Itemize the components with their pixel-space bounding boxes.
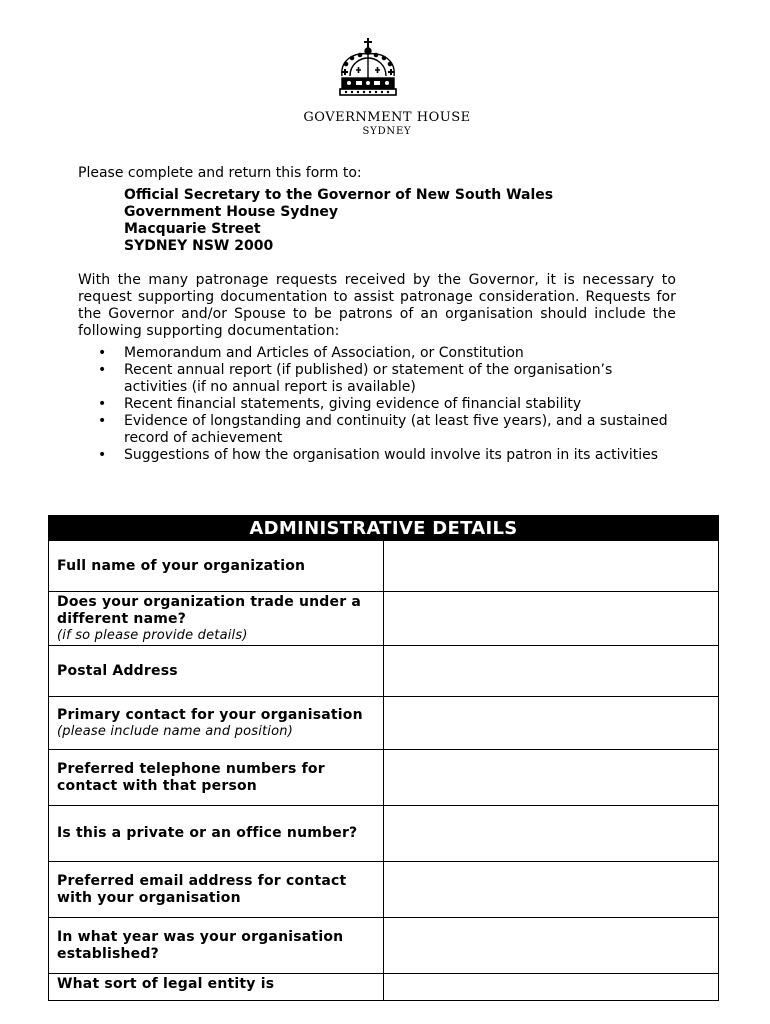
field-label [49, 974, 384, 1001]
field-note: (please include name and position) [57, 724, 293, 739]
org-name: GOVERNMENT HOUSE [303, 110, 471, 125]
list-item [96, 413, 676, 447]
field-value-cell[interactable] [384, 592, 719, 646]
list-item-text: Recent financial statements, giving evidence of financial stability [124, 396, 582, 412]
field-label-text: What sort of legal entity is [57, 976, 275, 992]
royal-crown-icon [334, 36, 402, 102]
table-title: ADMINISTRATIVE DETAILS [49, 516, 719, 541]
field-label-text: Full name of your organization [57, 557, 306, 574]
field-value-cell[interactable] [384, 974, 719, 1001]
field-label-text: In what year was your organisation established? [57, 928, 344, 962]
address-line: SYDNEY NSW 2000 [124, 238, 274, 254]
field-label [49, 862, 384, 918]
list-item [96, 396, 676, 413]
requirements-paragraph: With the many patronage requests received by the Governor, it is necessary to request supporting documentation to assist patronage consideration. Requests for the Governor and/or Spouse to be patrons of an organisation should include the following supporting documentation: [78, 272, 676, 339]
field-label [49, 646, 384, 697]
field-value-cell[interactable] [384, 697, 719, 750]
list-item-text: Suggestions of how the organisation would involve its patron in its activities [124, 447, 658, 463]
bullet-icon: • [98, 345, 107, 361]
table-row [49, 646, 719, 697]
field-label-text: Preferred telephone numbers for contact with that person [57, 760, 325, 794]
table-row [49, 697, 719, 750]
field-label [49, 697, 384, 750]
field-value-cell[interactable] [384, 806, 719, 862]
field-value-cell[interactable] [384, 646, 719, 697]
field-label-text: Postal Address [57, 662, 178, 679]
field-label-text: Primary contact for your organisation [57, 707, 363, 723]
bullet-icon: • [98, 413, 107, 429]
address-line: Macquarie Street [124, 221, 261, 237]
table-row [49, 541, 719, 592]
field-label-text: Does your organization trade under a different name? [57, 594, 362, 627]
field-label [49, 806, 384, 862]
address-line: Official Secretary to the Governor of New South Wales [124, 187, 554, 203]
table-row [49, 750, 719, 806]
table-row [49, 806, 719, 862]
documentation-list [96, 345, 676, 464]
field-label [49, 541, 384, 592]
list-item-text: Recent annual report (if published) or statement of the organisation’s activities (if no annual report is available) [124, 362, 613, 395]
field-label-text: Preferred email address for contact with your organisation [57, 872, 347, 906]
org-subtitle: SYDNEY [362, 126, 412, 137]
table-row [49, 918, 719, 974]
table-row [49, 974, 719, 1001]
bullet-icon: • [98, 447, 107, 463]
list-item [96, 345, 676, 362]
field-value-cell[interactable] [384, 862, 719, 918]
bullet-icon: • [98, 396, 107, 412]
field-value-cell[interactable] [384, 541, 719, 592]
list-item-text: Memorandum and Articles of Association, or Constitution [124, 345, 524, 361]
field-note: (if so please provide details) [57, 628, 248, 643]
list-item [96, 362, 676, 396]
table-row [49, 862, 719, 918]
administrative-details-table [48, 515, 719, 1001]
return-address [124, 187, 553, 255]
field-value-cell[interactable] [384, 750, 719, 806]
intro-text: Please complete and return this form to: [78, 165, 362, 181]
field-label [49, 750, 384, 806]
field-label [49, 592, 384, 646]
list-item [96, 447, 676, 464]
table-row [49, 592, 719, 646]
bullet-icon: • [98, 362, 107, 378]
field-label [49, 918, 384, 974]
field-value-cell[interactable] [384, 918, 719, 974]
field-label-text: Is this a private or an office number? [57, 825, 358, 841]
list-item-text: Evidence of longstanding and continuity (at least five years), and a sustained record of achievement [124, 413, 668, 446]
address-line: Government House Sydney [124, 204, 339, 220]
